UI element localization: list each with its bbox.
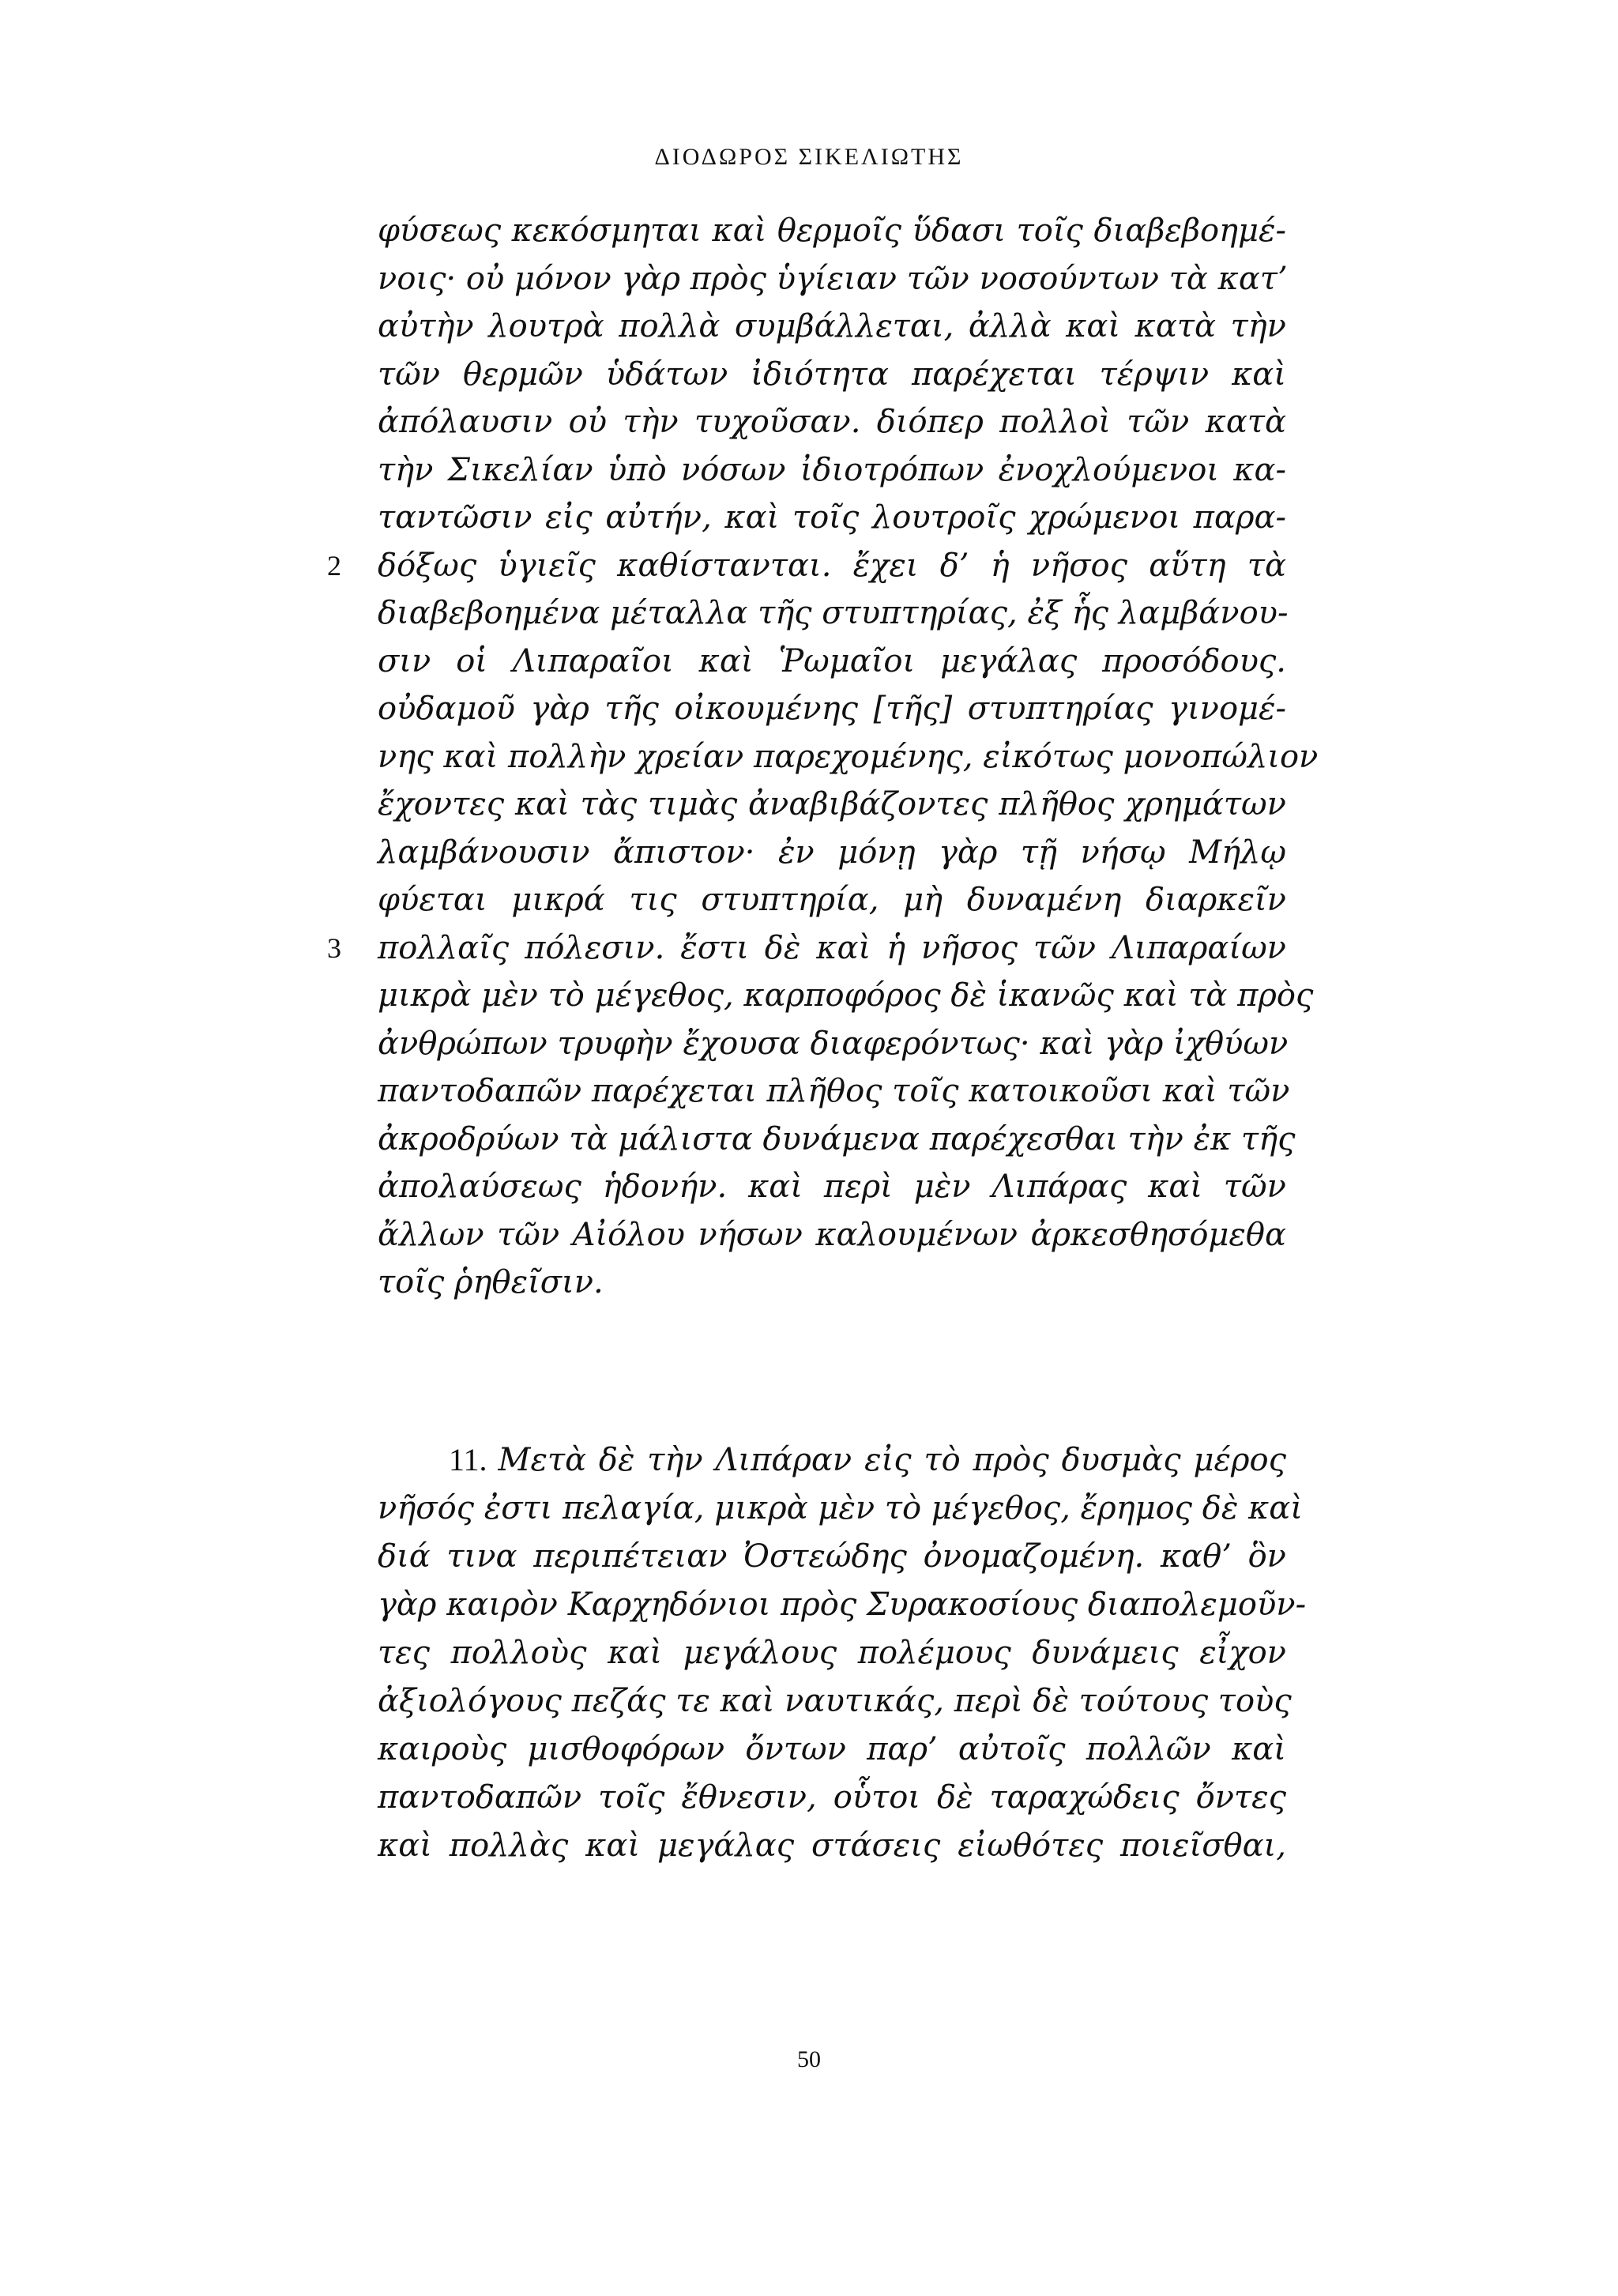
text-line: διά τινα περιπέτειαν Ὀστεώδης ὀνομαζομένη. καθ’ ὃν [378,1538,1286,1575]
text-line: ἀπολαύσεως ἡδονήν. καὶ περὶ μὲν Λιπάρας καὶ τῶν [378,1169,1286,1205]
text-line: τοῖς ῥηθεῖσιν. [378,1264,604,1300]
text-line: ἀπόλαυσιν οὐ τὴν τυχοῦσαν. διόπερ πολλοὶ τῶν κατὰ [378,404,1286,440]
text-line: γὰρ καιρὸν Καρχηδόνιοι πρὸς Συρακοσίους διαπολεμοῦν- [378,1586,1307,1623]
text-line: παντοδαπῶν τοῖς ἔθνεσιν, οὗτοι δὲ ταραχώδεις ὄντες [378,1779,1286,1816]
text-line: οὐδαμοῦ γὰρ τῆς οἰκουμένης [τῆς] στυπτηρίας γινομέ- [378,691,1286,727]
text-line [327,924,1286,972]
section-number: 2 [327,549,341,582]
text-line: φύεται μικρά τις στυπτηρία, μὴ δυναμένη διαρκεῖν [378,882,1286,918]
text-line: ἄλλων τῶν Αἰόλου νήσων καλουμένων ἀρκεσθησόμεθα [378,1216,1286,1253]
text-line: φύσεως κεκόσμηται καὶ θερμοῖς ὕδασι τοῖς διαβεβοημέ- [378,213,1286,249]
text-line: μικρὰ μὲν τὸ μέγεθος, καρποφόρος δὲ ἱκανῶς καὶ τὰ πρὸς [378,977,1314,1014]
text-line: ἀκροδρύων τὰ μάλιστα δυνάμενα παρέχεσθαι τὴν ἐκ τῆς [378,1120,1296,1157]
text-line: αὐτὴν λουτρὰ πολλὰ συμβάλλεται, ἀλλὰ καὶ κατὰ τὴν [378,308,1286,344]
text-line: τες πολλοὺς καὶ μεγάλους πολέμους δυνάμεις εἶχον [378,1635,1286,1671]
text-line: ἀνθρώπων τρυφὴν ἔχουσα διαφερόντως· καὶ γὰρ ἰχθύων [378,1025,1289,1062]
text-line: ἔχοντες καὶ τὰς τιμὰς ἀναβιβάζοντες πλῆθος χρημάτων [378,786,1286,822]
text-line [378,1436,1286,1484]
text-block-continuation [327,207,1319,1313]
text-line: ταντῶσιν εἰς αὐτήν, καὶ τοῖς λουτροῖς χρώμενοι παρα- [378,499,1286,536]
text-line: καὶ πολλὰς καὶ μεγάλας στάσεις εἰωθότες ποιεῖσθαι, [378,1827,1286,1864]
text-line: λαμβάνουσιν ἄπιστον· ἐν μόνῃ γὰρ τῇ νήσῳ Μήλῳ [378,834,1286,871]
page-number: 50 [797,2046,821,2072]
text-line: σιν οἱ Λιπαραῖοι καὶ Ῥωμαῖοι μεγάλας προσόδους. [378,642,1286,679]
text-line-content: δόξως ὑγιεῖς καθίστανται. ἔχει δ’ ἡ νῆσος αὕτη τὰ [378,547,1286,584]
text-block-chapter-11 [378,1436,1307,1879]
text-line: παντοδαπῶν παρέχεται πλῆθος τοῖς κατοικοῦσι καὶ τῶν [378,1073,1290,1109]
text-line: τὴν Σικελίαν ὑπὸ νόσων ἰδιοτρόπων ἐνοχλούμενοι κα- [378,451,1286,488]
text-line-content: πολλαῖς πόλεσιν. ἔστι δὲ καὶ ἡ νῆσος τῶν Λιπαραίων [378,929,1286,966]
running-head: ΔΙΟΔΩΡΟΣ ΣΙΚΕΛΙΩΤΗΣ [654,144,964,170]
chapter-number: 11. [449,1442,487,1477]
text-line: καιροὺς μισθοφόρων ὄντων παρ’ αὐτοῖς πολλῶν καὶ [378,1731,1286,1767]
text-line: νης καὶ πολλὴν χρείαν παρεχομένης, εἰκότως μονοπώλιον [378,738,1319,775]
text-line-content: Μετὰ δὲ τὴν Λιπάραν εἰς τὸ πρὸς δυσμὰς μέρος [498,1442,1286,1478]
section-number: 3 [327,932,341,964]
text-line: ἀξιολόγους πεζάς τε καὶ ναυτικάς, περὶ δὲ τούτους τοὺς [378,1683,1292,1719]
text-line [327,542,1286,589]
text-line: νῆσός ἐστι πελαγία, μικρὰ μὲν τὸ μέγεθος, ἔρημος δὲ καὶ [378,1490,1303,1526]
text-line: διαβεβοημένα μέταλλα τῆς στυπτηρίας, ἐξ ἧς λαμβάνου- [378,595,1289,631]
text-line: τῶν θερμῶν ὑδάτων ἰδιότητα παρέχεται τέρψιν καὶ [378,356,1286,393]
text-line: νοις· οὐ μόνον γὰρ πρὸς ὑγίειαν τῶν νοσούντων τὰ κατ’ [378,260,1288,297]
